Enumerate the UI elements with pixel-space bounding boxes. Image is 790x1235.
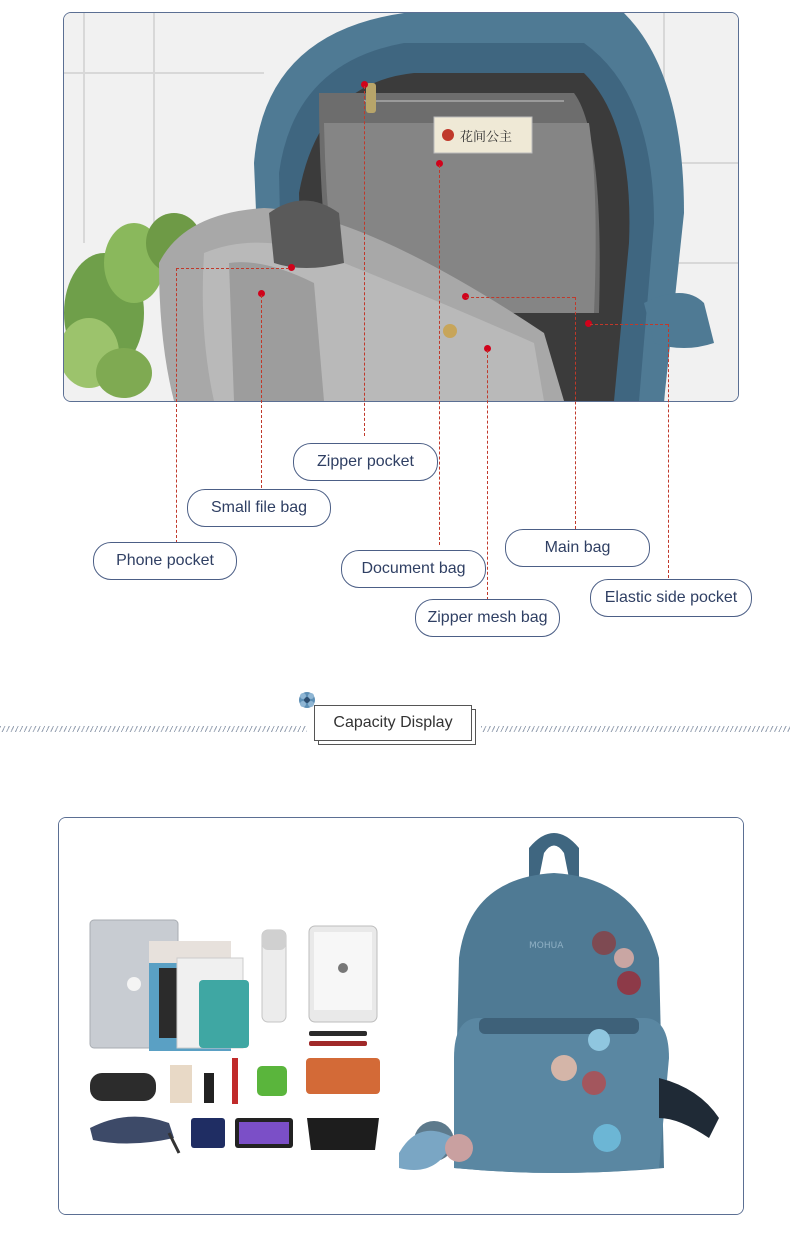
elastic-side-pocket-vline (668, 324, 669, 578)
label-small-file-bag: Small file bag (187, 489, 331, 527)
zipper-mesh-bag-line (487, 350, 488, 600)
mascara-icon (232, 1058, 238, 1104)
pen-icon (309, 1031, 367, 1036)
wallet-icon (306, 1058, 380, 1094)
notebook-icon (199, 980, 249, 1048)
cream-jar-icon (191, 1118, 225, 1148)
interior-photo (63, 12, 739, 402)
label-zipper-pocket: Zipper pocket (293, 443, 438, 481)
phone-pocket-vline (176, 268, 177, 543)
foundation-icon (170, 1065, 192, 1103)
label-phone-pocket: Phone pocket (93, 542, 237, 580)
phone-pocket-hline (176, 268, 289, 269)
lipstick-icon (204, 1073, 214, 1103)
glasses-case-icon (90, 1073, 156, 1101)
main-bag-vline (575, 297, 576, 529)
main-bag-hline (466, 297, 575, 298)
label-document-bag: Document bag (341, 550, 486, 588)
divider-right (481, 726, 790, 732)
document-bag-line (439, 165, 440, 545)
gum-icon (257, 1066, 287, 1096)
tablet-icon (309, 926, 377, 1022)
pen-icon-2 (309, 1041, 367, 1046)
label-main-bag: Main bag (505, 529, 650, 567)
elastic-side-pocket-hline (590, 324, 668, 325)
pouch-icon (307, 1118, 379, 1150)
label-elastic-side-pocket: Elastic side pocket (590, 579, 752, 617)
backpack-interior-illustration (64, 13, 738, 401)
bag-brand-text: MOHUA (529, 941, 564, 951)
zipper-pocket-line (364, 86, 365, 436)
thermos-icon (262, 930, 286, 1022)
section-title: Capacity Display (314, 705, 472, 741)
zipper-pull-icon (366, 83, 376, 113)
snap-button-icon (443, 324, 457, 338)
label-zipper-mesh-bag: Zipper mesh bag (415, 599, 560, 637)
phone-screen (239, 1122, 289, 1144)
capacity-illustration (59, 818, 743, 1214)
small-file-bag-line (261, 295, 262, 488)
divider-left (0, 726, 307, 732)
brand-tag-text: 花间公主 (460, 130, 513, 145)
capacity-photo (58, 817, 744, 1215)
phone-pocket-dot (288, 264, 295, 271)
